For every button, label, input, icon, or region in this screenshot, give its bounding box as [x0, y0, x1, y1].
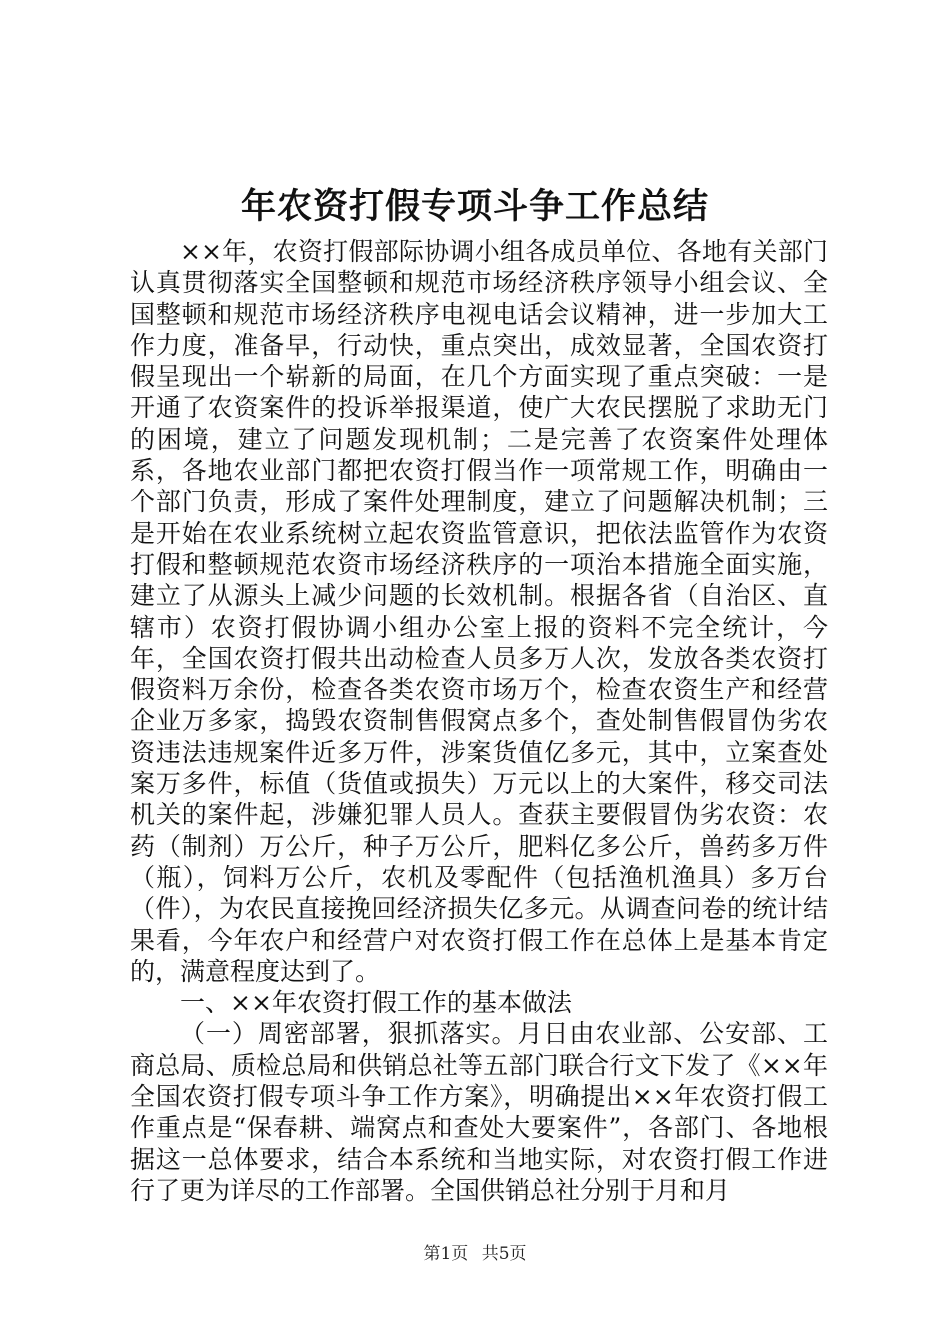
document-title: 年农资打假专项斗争工作总结 [240, 186, 709, 227]
page-number: 第1页 [423, 1244, 469, 1264]
paragraph-summary: ××年，农资打假部际协调小组各成员单位、各地有关部门认真贯彻落实全国整顿和规范市场经济秩序领导小组会议、全国整顿和规范市场经济秩序电视电话会议精神，进一步加大工作力度，准备早，行动快，重点突出，成效显著，全国农资打假呈现出一个崭新的局面，在几个方面实现了重点突破：一是开通了农资案件的投诉举报渠道，使广大农民摆脱了求助无门的困境，建立了问题发现机制；二是完善了农资案件处理体系，各地农业部门都把农资打假当作一项常规工作，明确由一个部门负责，形成了案件处理制度，建立了问题解决机制；三是开始在农业系统树立起农资监管意识，把依法监管作为农资打假和整顿规范农资市场经济秩序的一项治本措施全面实施，建立了从源头上减少问题的长效机制。根据各省（自治区、直辖市）农资打假协调小组办公室上报的资料不完全统计，今年，全国农资打假共出动检查人员多万人次，发放各类农资打假资料万余份，检查各类农资市场万个，检查农资生产和经营企业万多家，捣毁农资制售假窝点多个，查处制售假冒伪劣农资违法违规案件近多万件，涉案货值亿多元，其中，立案查处案万多件，标值（货值或损失）万元以上的大案件，移交司法机关的案件起，涉嫌犯罪人员人。查获主要假冒伪劣农资：农药（制剂）万公斤，种子万公斤，肥料亿多公斤，兽药多万件（瓶），饲料万公斤，农机及零配件（包括渔机渔具）多万台（件），为农民直接挽回经济损失亿多元。从调查问卷的统计结果看，今年农户和经营户对农资打假工作在总体上是基本肯定的，满意程度达到了。 [130, 237, 828, 986]
section-heading: 一、××年农资打假工作的基本做法 [180, 988, 572, 1018]
page-footer [0, 1242, 950, 1266]
document-body [130, 236, 828, 1206]
paragraph-deployment: （一）周密部署，狠抓落实。月日由农业部、公安部、工商总局、质检总局和供销总社等五部门联合行文下发了《××年全国农资打假专项斗争工作方案》，明确提出××年农资打假工作重点是“保春耕、端窝点和查处大要案件”，各部门、各地根据这一总体要求，结合本系统和当地实际，对农资打假工作进行了更为详尽的工作部署。全国供销总社分别于月和月 [130, 1019, 828, 1205]
page-total: 共5页 [481, 1244, 527, 1264]
